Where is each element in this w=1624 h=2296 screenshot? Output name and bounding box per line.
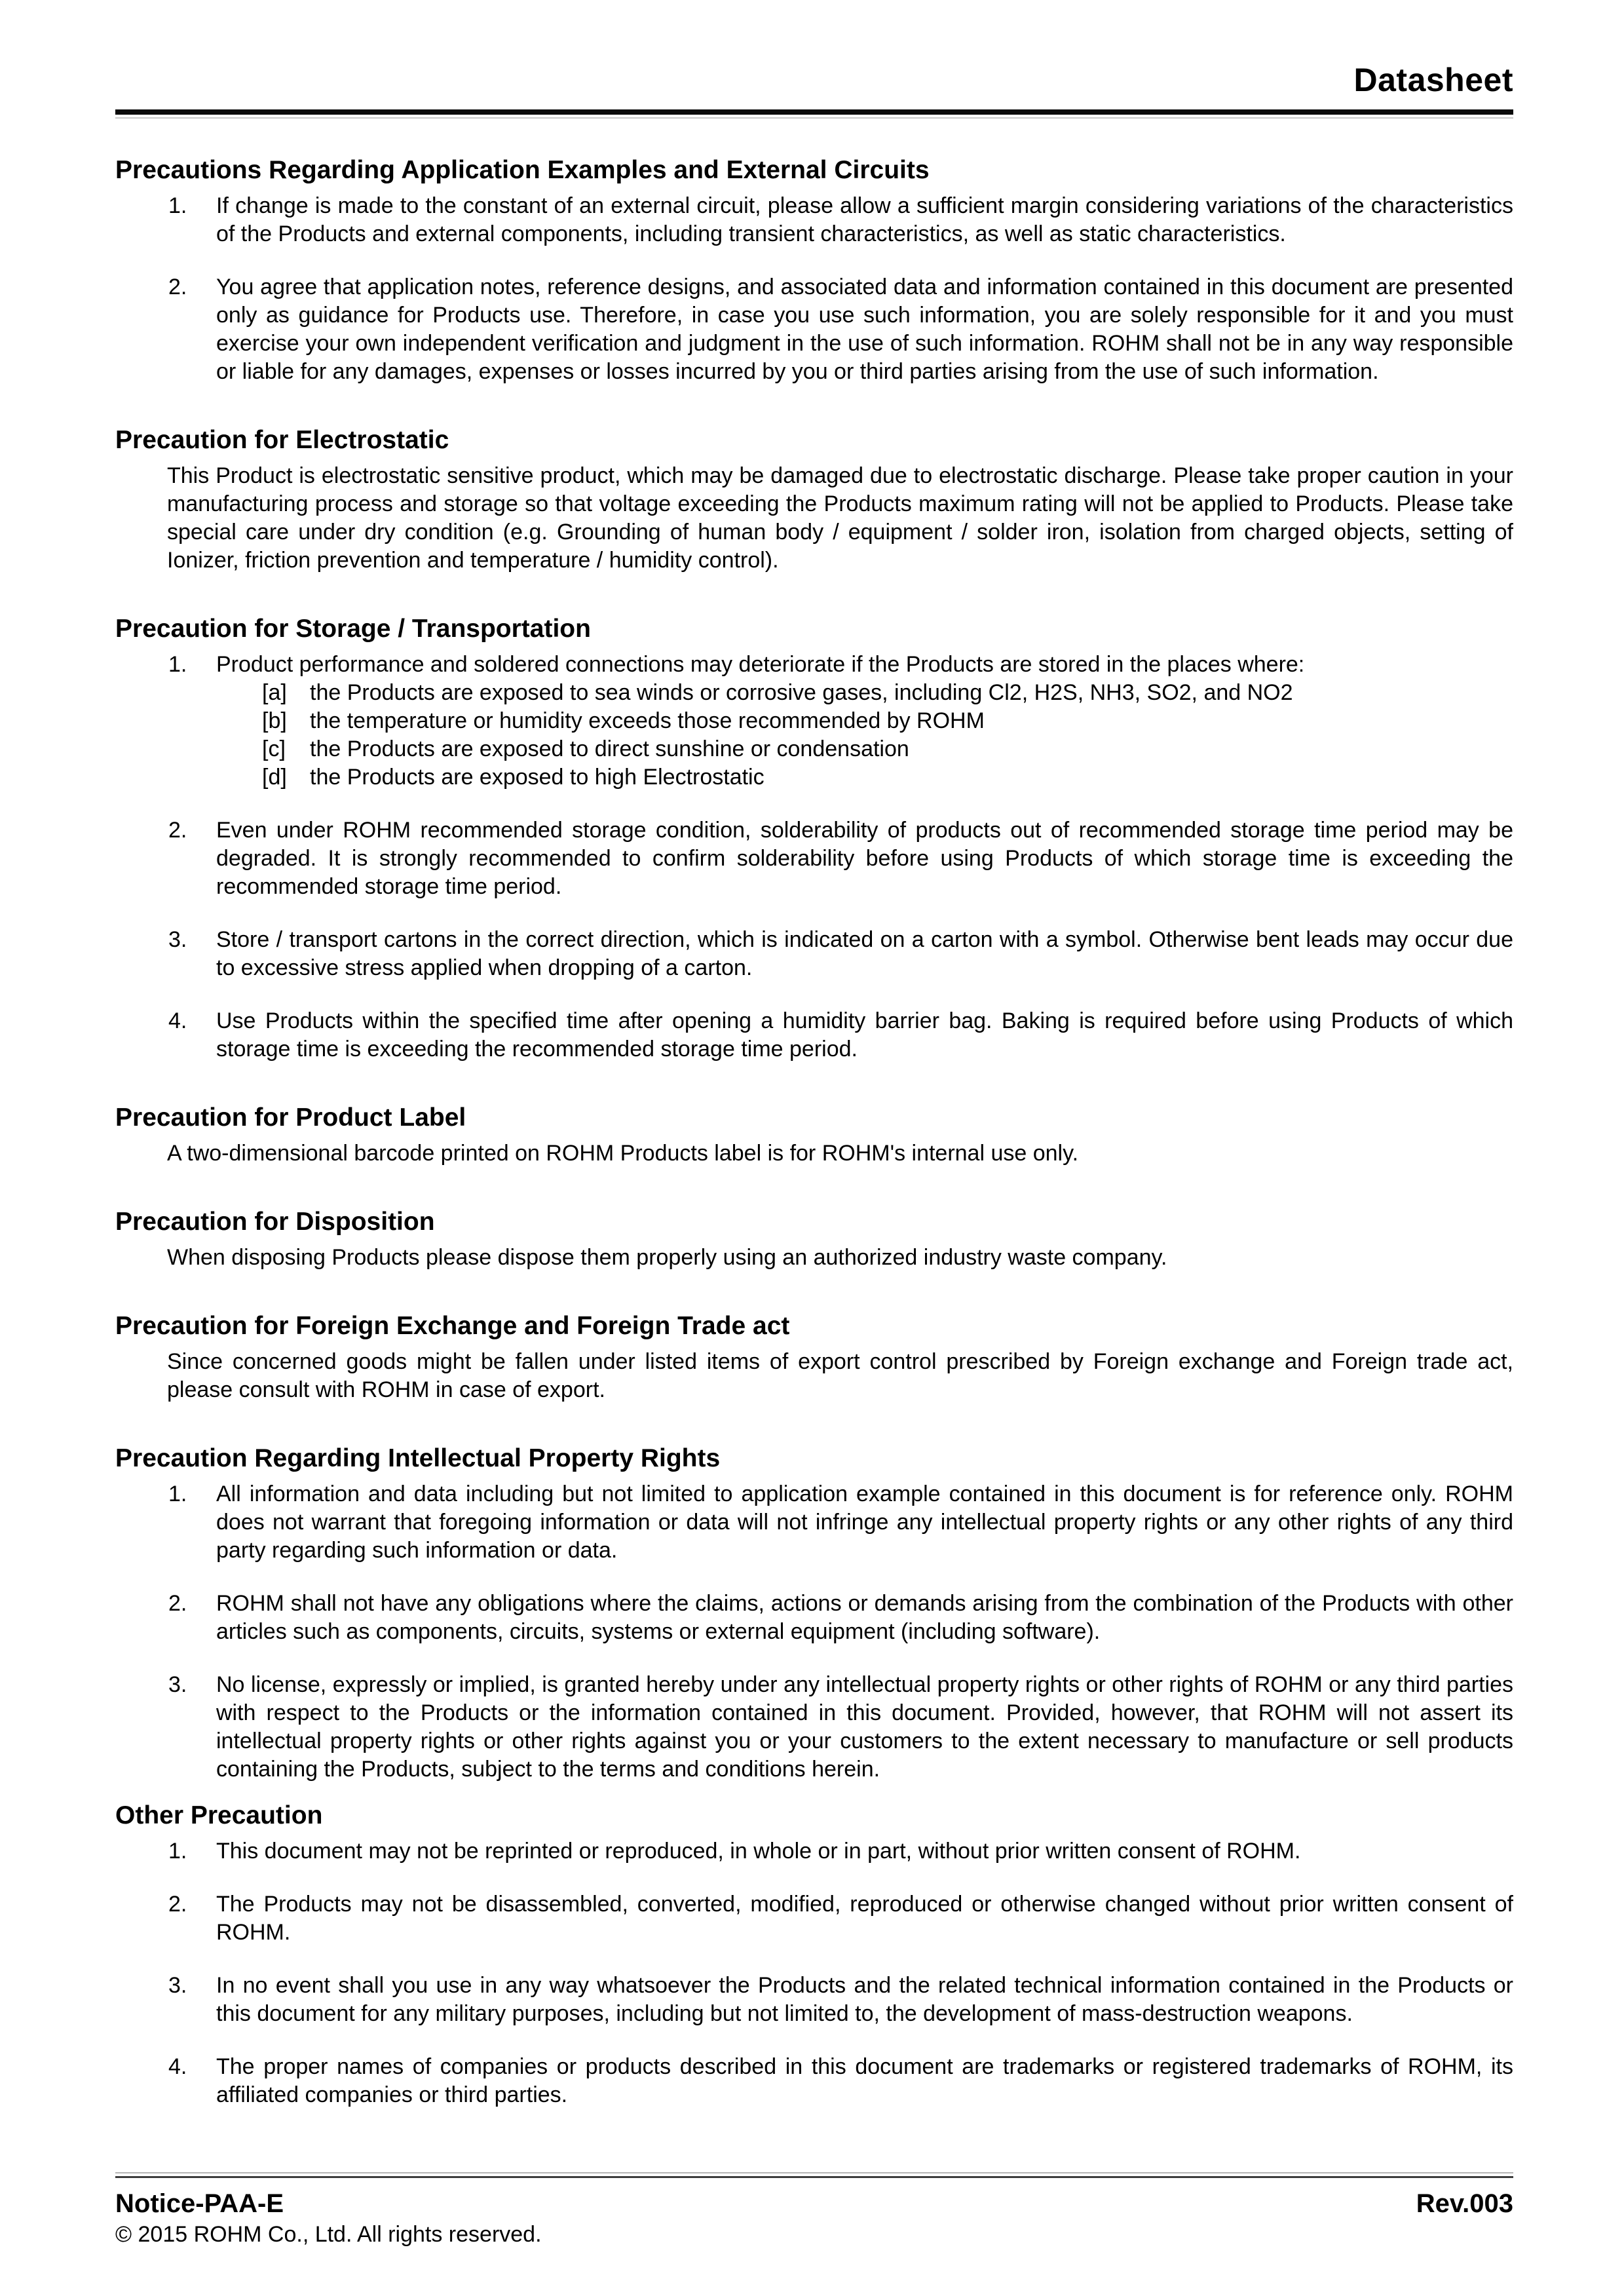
sub-list-item-label: [c] bbox=[262, 737, 286, 761]
sub-list-item-text: the Products are exposed to high Electrostatic bbox=[310, 765, 765, 790]
sub-list-item bbox=[216, 707, 1513, 735]
list-item-text: This document may not be reprinted or reproduced, in whole or in part, without prior written consent of ROHM. bbox=[216, 1839, 1301, 1864]
list-item-number: 1. bbox=[168, 652, 187, 677]
list-item-number: 1. bbox=[168, 193, 187, 218]
list-item-text: Even under ROHM recommended storage condition, solderability of products out of recommended storage time period may be degraded. It is strongly recommended to confirm solderability before using Products of which storage time is exceeding the recommended storage time period. bbox=[216, 818, 1513, 899]
sub-list-item bbox=[216, 735, 1513, 763]
section-heading: Other Precaution bbox=[115, 1801, 323, 1829]
section-heading: Precautions Regarding Application Examples and External Circuits bbox=[115, 156, 930, 184]
list-item-text: In no event shall you use in any way whatsoever the Products and the related technical information contained in the Products or this document for any military purposes, including but not limited to, the development of mass-destruction weapons. bbox=[216, 1973, 1513, 2026]
section-paragraph: A two-dimensional barcode printed on ROHM Products label is for ROHM's internal use only. bbox=[167, 1141, 1079, 1166]
page-header bbox=[115, 0, 1513, 119]
sub-list-item-label: [b] bbox=[262, 708, 287, 733]
section-heading: Precaution for Disposition bbox=[115, 1208, 435, 1236]
sub-list-item-text: the Products are exposed to direct sunshine or condensation bbox=[310, 737, 909, 761]
list-item-text: ROHM shall not have any obligations where the claims, actions or demands arising from the combination of the Products with other articles such as components, circuits, systems or external equipment (including software). bbox=[216, 1591, 1513, 1644]
list-item-number: 3. bbox=[168, 1973, 187, 1998]
list-item-number: 2. bbox=[168, 1892, 187, 1917]
list-item-text: You agree that application notes, reference designs, and associated data and information contained in this document are presented only as guidance for Products use. Therefore, in case you use such information, you are solely responsible for it and you must exercise your own independent verification and judgment in the use of such information. ROHM shall not be in any way responsible or liable for any damages, expenses or losses incurred by you or third parties arising from the use of such information. bbox=[216, 275, 1513, 384]
list-item-number: 1. bbox=[168, 1839, 187, 1864]
section-heading: Precaution for Storage / Transportation bbox=[115, 615, 591, 643]
list-item-number: 1. bbox=[168, 1482, 187, 1506]
sub-list-item-text: the Products are exposed to sea winds or corrosive gases, including Cl2, H2S, NH3, SO2, and NO2 bbox=[310, 680, 1293, 705]
footer-row bbox=[115, 2189, 1513, 2219]
list-item-text: All information and data including but not limited to application example contained in this document is for reference only. ROHM does not warrant that foregoing information or data will not infringe any intellectual property rights or any other rights of any third party regarding such information or data. bbox=[216, 1482, 1513, 1563]
footer-rule-bottom bbox=[115, 2176, 1513, 2178]
list-item bbox=[115, 1480, 1513, 1565]
section-paragraph: When disposing Products please dispose them properly using an authorized industry waste company. bbox=[167, 1245, 1167, 1270]
sub-list-item-text: the temperature or humidity exceeds those recommended by ROHM bbox=[310, 708, 985, 733]
list-item bbox=[115, 1590, 1513, 1646]
sub-list-item bbox=[216, 679, 1513, 707]
list-item-number: 3. bbox=[168, 927, 187, 952]
list-item bbox=[115, 1890, 1513, 1947]
page-content bbox=[115, 0, 1513, 2109]
section-heading: Precaution for Product Label bbox=[115, 1103, 466, 1132]
sub-list bbox=[216, 679, 1513, 792]
list-item bbox=[115, 651, 1513, 792]
footer-rule-top bbox=[115, 2172, 1513, 2173]
list-item bbox=[115, 1837, 1513, 1866]
list-item bbox=[115, 1007, 1513, 1063]
list-item bbox=[115, 2053, 1513, 2109]
page-footer bbox=[115, 2172, 1513, 2248]
sub-list-item-label: [a] bbox=[262, 680, 287, 705]
section-heading: Precaution Regarding Intellectual Property Rights bbox=[115, 1444, 721, 1472]
list-item bbox=[115, 816, 1513, 901]
list-item-text: Product performance and soldered connections may deteriorate if the Products are stored in the places where: bbox=[216, 652, 1305, 677]
list-item-number: 2. bbox=[168, 818, 187, 843]
list-item bbox=[115, 273, 1513, 386]
sub-list-item-label: [d] bbox=[262, 765, 287, 790]
section-paragraph: Since concerned goods might be fallen under listed items of export control prescribed by Foreign exchange and Foreign trade act, please consult with ROHM in case of export. bbox=[167, 1349, 1513, 1402]
list-item bbox=[115, 192, 1513, 248]
sub-list-item bbox=[216, 763, 1513, 792]
header-rule-shadow bbox=[115, 117, 1513, 119]
list-item-number: 2. bbox=[168, 1591, 187, 1616]
list-item bbox=[115, 1671, 1513, 1784]
list-item-text: If change is made to the constant of an external circuit, please allow a sufficient margin considering variations of the characteristics of the Products and external components, including transient characteristics, as well as static characteristics. bbox=[216, 193, 1513, 246]
list-item bbox=[115, 926, 1513, 982]
doc-code: Notice-PAA-E bbox=[115, 2189, 284, 2218]
list-item-text: No license, expressly or implied, is granted hereby under any intellectual property rights or other rights of ROHM or any third parties with respect to the Products or the information contained in this document. Provided, however, that ROHM will not assert its intellectual property rights or other rights against you or your customers to the extent necessary to manufacture or sell products containing the Products, subject to the terms and conditions herein. bbox=[216, 1672, 1513, 1782]
list-item-number: 4. bbox=[168, 1008, 187, 1033]
list-item-number: 4. bbox=[168, 2054, 187, 2079]
list-item-text: Use Products within the specified time after opening a humidity barrier bag. Baking is required before using Products of which storage time is exceeding the recommended storage time period. bbox=[216, 1008, 1513, 1062]
section-heading: Precaution for Electrostatic bbox=[115, 426, 449, 454]
header-rule bbox=[115, 109, 1513, 115]
list-item bbox=[115, 1972, 1513, 2028]
list-item-number: 2. bbox=[168, 275, 187, 299]
section-paragraph: This Product is electrostatic sensitive product, which may be damaged due to electrostatic discharge. Please take proper caution in your manufacturing process and storage so that voltage exceeding the Products maximum rating will not be applied to Products. Please take special care under dry condition (e.g. Grounding of human body / equipment / solder iron, isolation from charged objects, setting of Ionizer, friction prevention and temperature / humidity control). bbox=[167, 463, 1513, 573]
list-item-text: The proper names of companies or products described in this document are trademarks or registered trademarks of ROHM, its affiliated companies or third parties. bbox=[216, 2054, 1513, 2107]
section-heading: Precaution for Foreign Exchange and Foreign Trade act bbox=[115, 1312, 790, 1340]
list-item-text: Store / transport cartons in the correct direction, which is indicated on a carton with a symbol. Otherwise bent leads may occur due to excessive stress applied when dropping of a carton. bbox=[216, 927, 1513, 980]
list-item-text: The Products may not be disassembled, converted, modified, reproduced or otherwise changed without prior written consent of ROHM. bbox=[216, 1892, 1513, 1945]
list-item-number: 3. bbox=[168, 1672, 187, 1697]
page-title: Datasheet bbox=[1353, 62, 1513, 98]
copyright-text: © 2015 ROHM Co., Ltd. All rights reserved. bbox=[115, 2222, 542, 2247]
revision-label: Rev.003 bbox=[1416, 2189, 1513, 2218]
